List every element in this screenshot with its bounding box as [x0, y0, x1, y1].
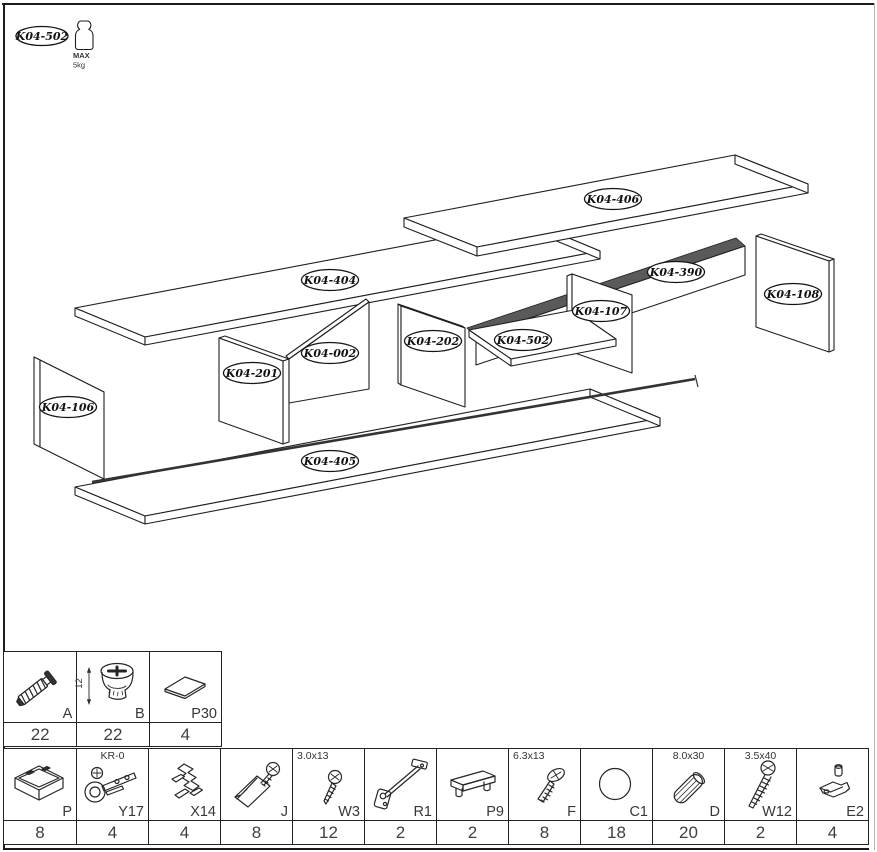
part-label-k04-390: [648, 262, 705, 283]
svg-text:K04-502: K04-502: [496, 334, 550, 347]
part-cell-j: [220, 749, 292, 821]
part-label-k04-405: [302, 451, 359, 472]
part-label-k04-108: [765, 284, 822, 305]
dowel-size-dim: 8.0x30: [672, 750, 705, 762]
part-code: W12: [762, 804, 792, 820]
qty-b: 22: [76, 723, 148, 746]
cam-depth-dim: 12: [74, 678, 86, 689]
hinge-icon: [82, 760, 144, 810]
mounting-plate-icon: [156, 759, 214, 811]
qty-p30: 4: [149, 723, 221, 746]
countersunk-screw-icon: [517, 759, 573, 811]
hinge-type-dim: KR-0: [100, 750, 125, 762]
part-code: F: [567, 804, 576, 820]
svg-text:K04-390: K04-390: [649, 266, 703, 279]
part-cell-p30: [149, 652, 221, 723]
qty-w12: 2: [724, 821, 796, 844]
wood-dowel-icon: [660, 759, 718, 811]
part-cell-d: [652, 749, 724, 821]
part-code: R1: [413, 804, 432, 820]
qty-p9: 2: [436, 821, 508, 844]
part-code: X14: [190, 804, 216, 820]
svg-text:K04-106: K04-106: [41, 401, 95, 414]
svg-text:K04-502: K04-502: [15, 30, 69, 43]
svg-text:K04-107: K04-107: [574, 305, 628, 318]
part-code: E2: [846, 804, 864, 820]
hardware-table-top: [3, 651, 222, 747]
screw-size-dim: 6.3x13: [513, 750, 545, 762]
part-cell-w3: [292, 749, 364, 821]
part-cell-b: [76, 652, 148, 723]
svg-text:K04-201: K04-201: [225, 367, 279, 380]
screw-size-dim: 3.0x13: [297, 750, 329, 762]
screw-size-dim: 3.5x40: [744, 750, 777, 762]
part-label-k04-106: [40, 397, 97, 418]
part-label-corner: [15, 27, 69, 46]
rail-support-icon: [443, 761, 503, 809]
part-code: P: [62, 804, 72, 820]
part-code: D: [709, 804, 720, 820]
panel-k04-201: [219, 336, 289, 444]
part-code: P9: [486, 804, 504, 820]
svg-text:K04-404: K04-404: [303, 274, 357, 287]
part-cell-c1: [580, 749, 652, 821]
qty-x14: 4: [148, 821, 220, 844]
part-code: Y17: [118, 804, 144, 820]
qty-f: 8: [508, 821, 580, 844]
svg-text:K04-108: K04-108: [766, 288, 820, 301]
qty-a: 22: [30, 724, 50, 744]
part-label-k04-002: [302, 343, 359, 364]
qty-e2: 4: [796, 821, 868, 844]
max-load-marker: [73, 21, 93, 70]
svg-text:K04-002: K04-002: [303, 347, 357, 360]
shelf-pin-icon: [805, 760, 861, 810]
cover-cap-icon: [155, 664, 215, 710]
part-cell-a: [4, 652, 76, 723]
qty-y17: 4: [76, 821, 148, 844]
max-label: MAX: [73, 51, 90, 60]
svg-text:K04-202: K04-202: [406, 335, 460, 348]
svg-text:K04-406: K04-406: [586, 193, 640, 206]
part-code: C1: [629, 804, 648, 820]
part-cell-w12: [724, 749, 796, 821]
part-label-k04-406: [585, 189, 642, 210]
part-cell-e2: [796, 749, 868, 821]
part-cell-y17: [76, 749, 148, 821]
part-code: B: [134, 706, 145, 722]
part-code: J: [280, 804, 288, 820]
corner-block-screw-icon: [227, 757, 287, 813]
qty-j: 8: [220, 821, 292, 844]
max-weight-label: 5kg: [73, 60, 86, 70]
panel-k04-405: [75, 375, 698, 524]
qty-p: 8: [35, 822, 45, 842]
part-code: W3: [338, 804, 360, 820]
part-label-k04-107: [573, 301, 630, 322]
cap-circle-icon: [589, 759, 645, 811]
part-cell-x14: [148, 749, 220, 821]
qty-c1: 18: [580, 821, 652, 844]
qty-r1: 2: [364, 821, 436, 844]
hardware-table-bottom: [3, 748, 869, 845]
part-label-k04-502: [495, 330, 552, 351]
part-label-k04-202: [405, 331, 462, 352]
part-cell-p: [4, 749, 76, 821]
panel-k04-202: [398, 304, 465, 407]
part-cell-p9: [436, 749, 508, 821]
part-cell-r1: [364, 749, 436, 821]
screw-small-icon: [302, 760, 356, 810]
qty-d: 20: [652, 821, 724, 844]
part-cell-f: [508, 749, 580, 821]
part-code: P30: [191, 706, 217, 722]
qty-w3: 12: [292, 821, 364, 844]
part-label-k04-404: [302, 270, 359, 291]
part-code: A: [62, 706, 73, 722]
svg-text:K04-405: K04-405: [303, 455, 357, 468]
part-label-k04-201: [224, 363, 281, 384]
weight-icon: [75, 21, 93, 50]
fitting-box-icon: [9, 759, 71, 811]
